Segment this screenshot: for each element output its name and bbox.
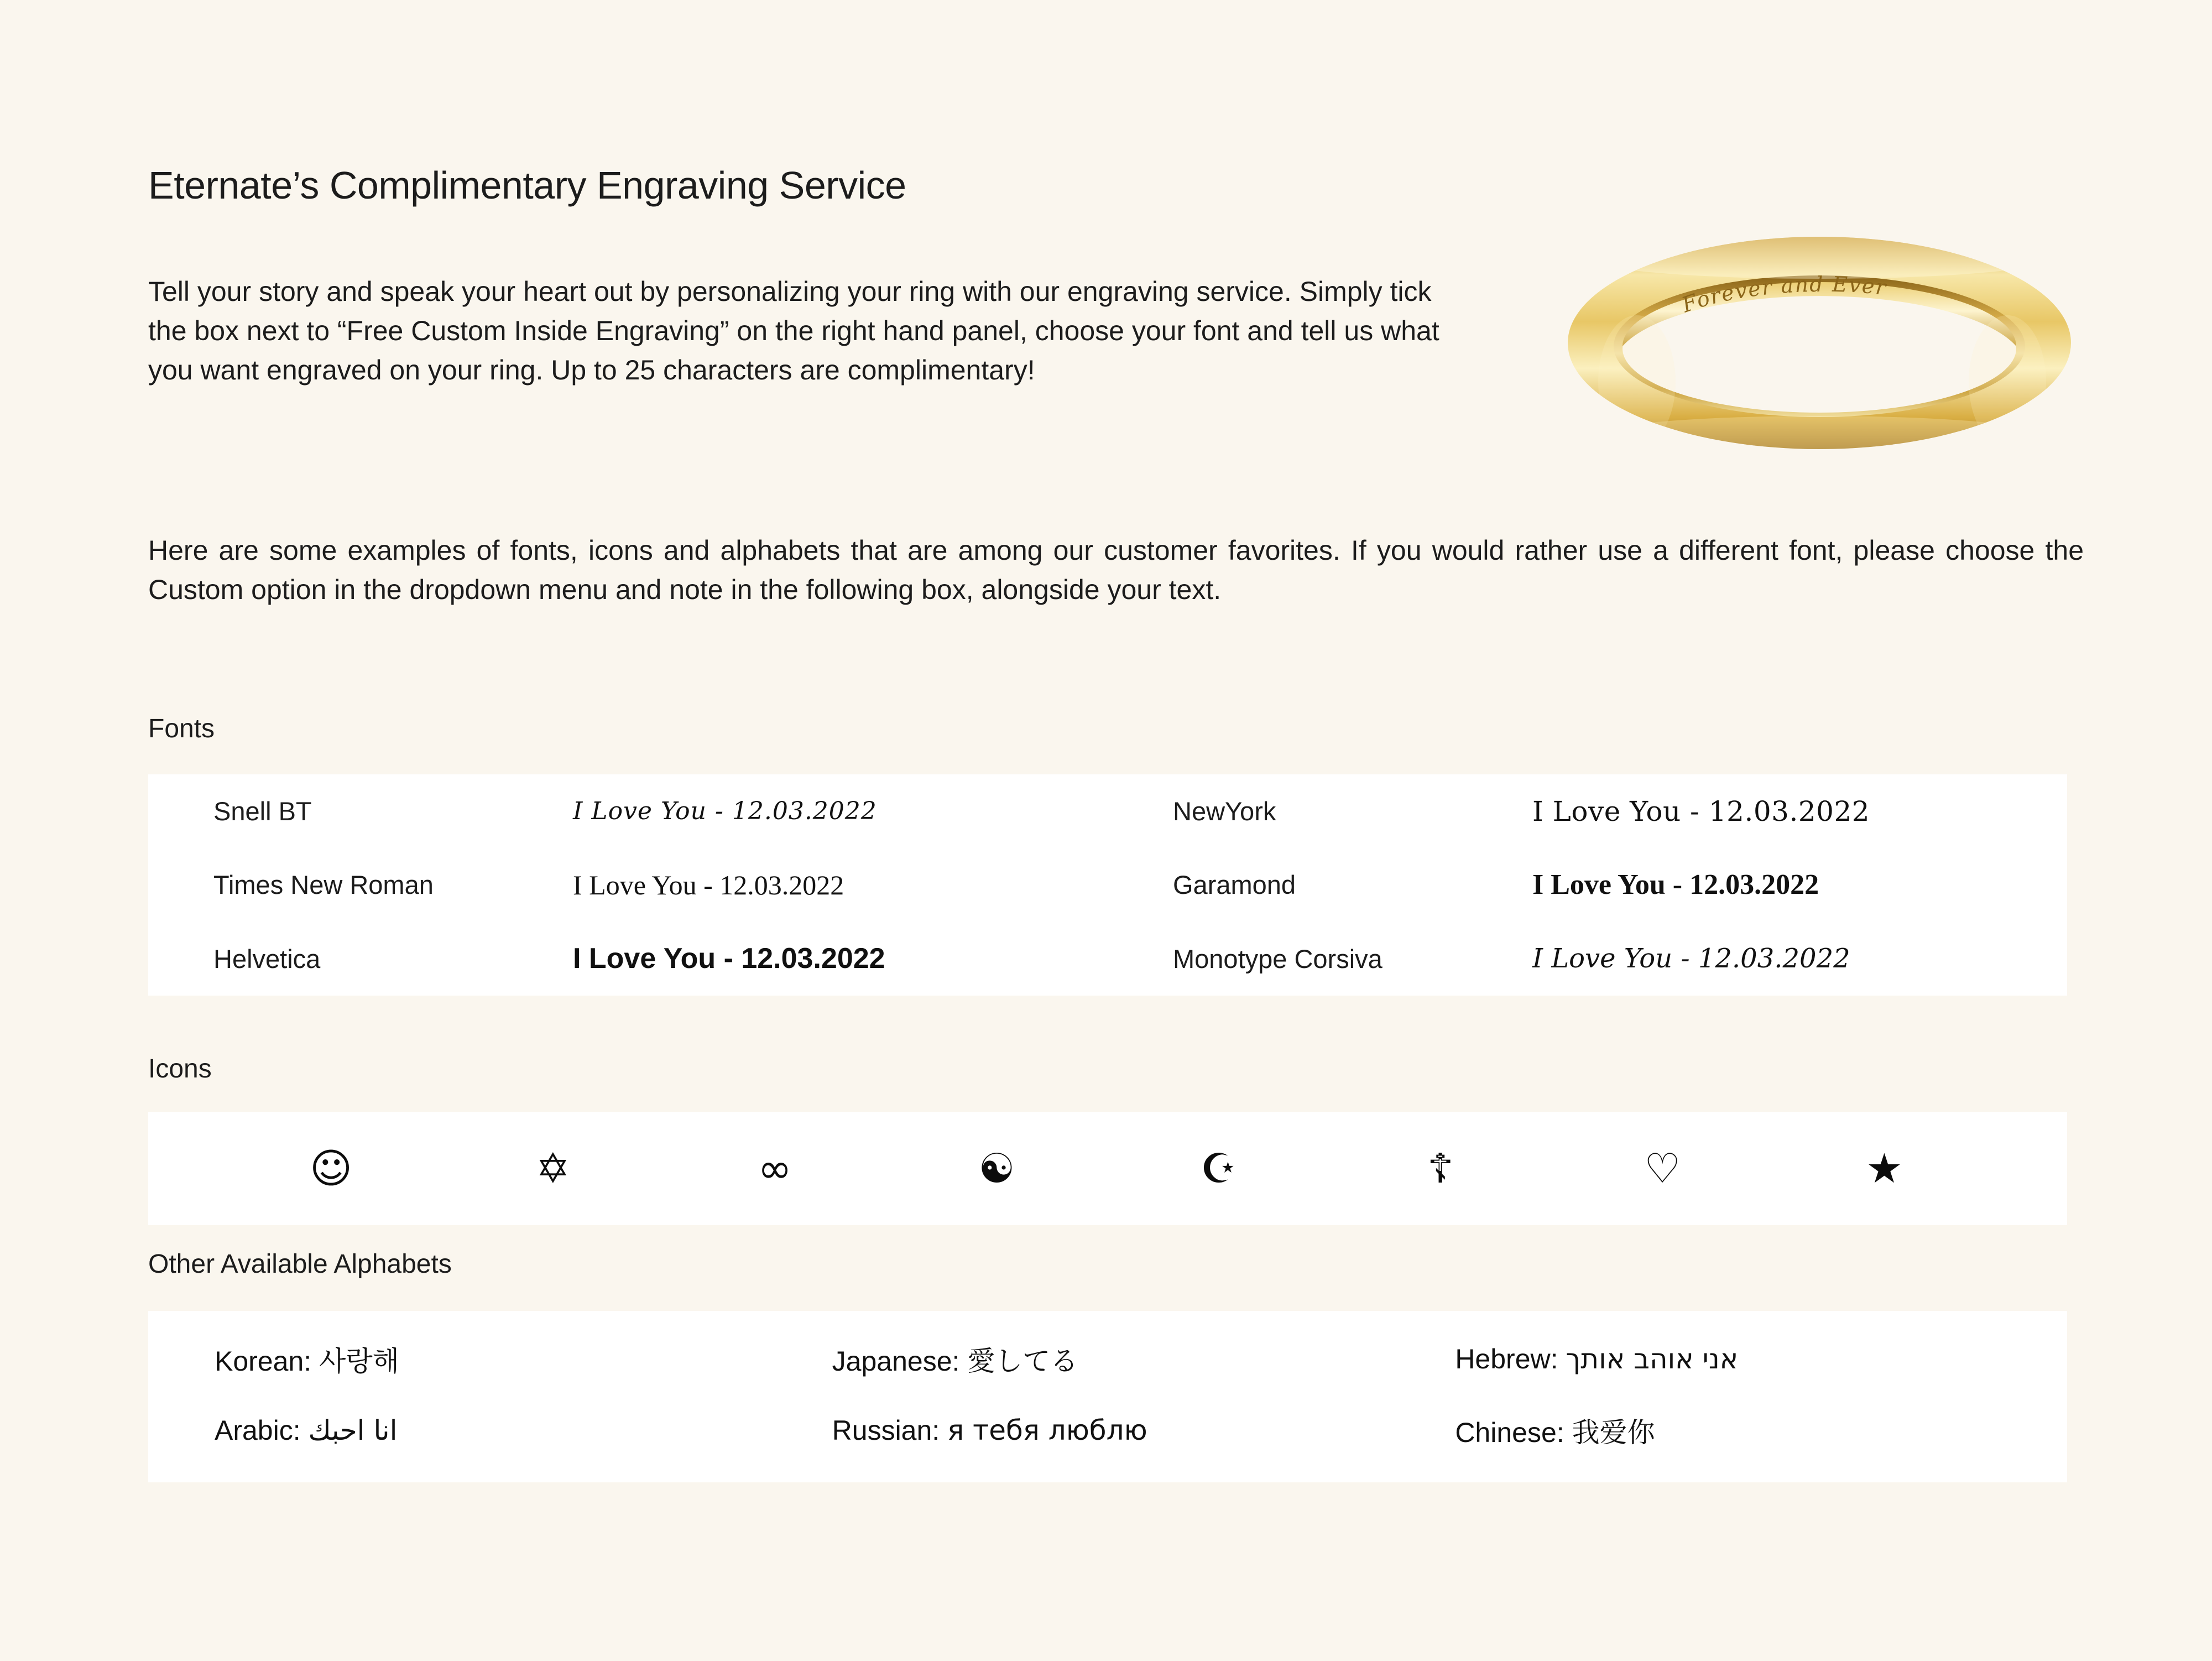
- alphabet-item: [788, 1414, 1428, 1446]
- font-name: Helvetica: [213, 944, 321, 973]
- section-label-fonts: Fonts: [148, 714, 215, 743]
- alphabet-label: Chinese:: [1455, 1417, 1564, 1448]
- alphabet-text: 사랑해: [319, 1345, 399, 1377]
- font-sample: I Love You - 12.03.2022: [573, 943, 885, 975]
- alphabet-label: Hebrew:: [1455, 1343, 1558, 1374]
- font-name: Monotype Corsiva: [1173, 944, 1383, 973]
- alphabet-text: אני אוהב אותך: [1566, 1342, 1739, 1375]
- icons-panel: [148, 1112, 2067, 1225]
- font-row: [148, 796, 1108, 826]
- alphabet-text: я тебя люблю: [947, 1414, 1147, 1446]
- page-title: Eternate’s Complimentary Engraving Service: [148, 163, 906, 207]
- font-name: Garamond: [1173, 870, 1296, 900]
- infinity-icon: ∞: [758, 1144, 792, 1193]
- gold-ring-image: [1543, 216, 2096, 470]
- font-sample: I Love You - 12.03.2022: [1532, 869, 1819, 901]
- font-sample: I Love You - 12.03.2022: [1532, 943, 1850, 975]
- alphabet-text: 我爱你: [1572, 1416, 1655, 1449]
- alphabets-grid: [148, 1311, 2067, 1482]
- alphabet-item: [148, 1414, 788, 1446]
- alphabet-label: Korean:: [215, 1345, 312, 1377]
- intro-paragraph-1: Tell your story and speak your heart out by personalizing your ring with our engraving service. Simply tick the box next to “Free Custom Inside Engraving” on the right hand panel, choose your font and tell us what you want engraved on your ring. Up to 25 characters are complimentary!: [148, 276, 1439, 386]
- font-row: [148, 869, 1108, 901]
- alphabet-item: [1427, 1343, 2067, 1375]
- font-name: Snell BT: [213, 796, 312, 826]
- section-label-icons: Icons: [148, 1054, 212, 1084]
- font-name: Times New Roman: [213, 870, 434, 900]
- font-sample: I Love You - 12.03.2022: [573, 797, 877, 826]
- section-label-alphabets: Other Available Alphabets: [148, 1249, 452, 1279]
- star-and-crescent-icon: ☪: [1200, 1144, 1237, 1193]
- icons-row: [148, 1112, 2067, 1225]
- alphabets-panel: [148, 1311, 2067, 1482]
- intro-paragraph-2: Here are some examples of fonts, icons and alphabets that are among our customer favorites. If you would rather use a different font, please choose the Custom option in the dropdown menu and note in the following box, alongside your text.: [148, 535, 2084, 605]
- fonts-panel: [148, 774, 2067, 996]
- star-of-david-icon: ✡: [535, 1144, 570, 1193]
- font-name: NewYork: [1173, 796, 1276, 826]
- alphabet-label: Russian:: [832, 1414, 940, 1446]
- font-sample: I Love You - 12.03.2022: [1532, 795, 1870, 827]
- font-row: [1108, 795, 2067, 827]
- fonts-grid: [148, 774, 2067, 996]
- alphabet-text: انا احبك: [308, 1414, 398, 1446]
- alphabet-item: [788, 1339, 1428, 1379]
- alphabet-label: Arabic:: [215, 1414, 301, 1446]
- alphabet-label: Japanese:: [832, 1345, 960, 1377]
- star-filled-icon: ★: [1866, 1144, 1903, 1193]
- smiley-face-icon: ☺: [310, 1144, 353, 1193]
- yin-yang-icon: ☯: [978, 1144, 1015, 1193]
- orthodox-cross-icon: ☦: [1427, 1144, 1454, 1193]
- alphabet-item: [1427, 1410, 2067, 1450]
- font-row: [1108, 868, 2067, 901]
- alphabet-text: 愛してる: [967, 1345, 1078, 1377]
- heart-outline-icon: ♡: [1644, 1144, 1681, 1193]
- ring-engraved-text: Forever and Ever: [1678, 272, 1888, 317]
- alphabet-item: [148, 1339, 788, 1379]
- font-row: [148, 942, 1108, 975]
- font-row: [1108, 943, 2067, 974]
- font-sample: I Love You - 12.03.2022: [573, 869, 844, 900]
